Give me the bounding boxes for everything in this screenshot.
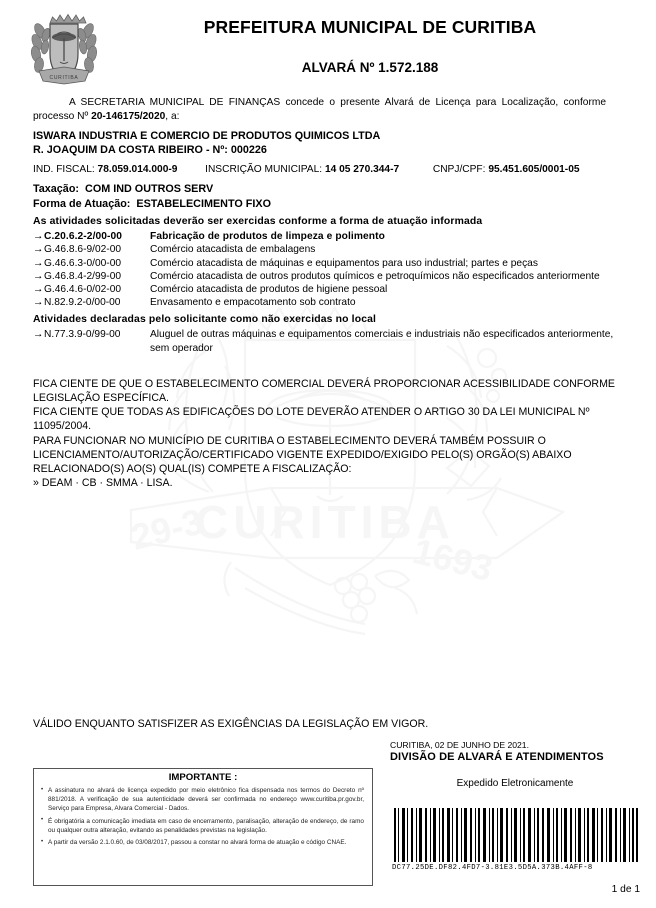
issuing-division: DIVISÃO DE ALVARÁ E ATENDIMENTOS — [390, 751, 604, 763]
not-performed-item — [0, 328, 656, 354]
arrow-icon: → — [33, 283, 44, 295]
svg-text:CURITIBA: CURITIBA — [49, 75, 79, 81]
activity-item — [0, 257, 656, 270]
activity-description: Envasamento e empacotamento sob contrato — [150, 297, 356, 309]
not-performed-heading: Atividades declaradas pelo solicitante como não exercidas no local — [33, 314, 377, 326]
activities-list — [0, 230, 656, 309]
notice-licensing: PARA FUNCIONAR NO MUNICÍPIO DE CURITIBA O ESTABELECIMENTO DEVERÁ TAMBÉM POSSUIR O LICENCIAMENTO/AUTORIZAÇÃO/CERTIFICADO VIGENTE EXPEDIDO/EXIGIDO PELO(S) ORGÃO(S) ABAIXO RELACIONADO(S) AO(S) QUAL(IS) COMPETE A FISCALIZAÇÃO: — [33, 434, 572, 476]
issued-electronically-note: Expedido Eletronicamente — [456, 778, 574, 789]
activity-code: G.46.8.4-2/99-00 — [44, 270, 122, 282]
alvara-number: ALVARÁ Nº 1.572.188 — [301, 60, 439, 75]
barcode-icon — [392, 808, 640, 862]
activity-item — [0, 283, 656, 296]
forma-atuacao-value: ESTABELECIMENTO FIXO — [136, 197, 271, 210]
important-item: • A partir da versão 2.1.0.60, de 03/08/2017, passou a constar no alvará forma de atuação e código CNAE. — [40, 838, 364, 847]
barcode-block — [392, 808, 640, 872]
activity-item — [0, 270, 656, 283]
identifiers-row — [0, 164, 656, 175]
document-body — [0, 96, 656, 490]
forma-atuacao-row — [33, 197, 656, 212]
inscricao-municipal-label: INSCRIÇÃO MUNICIPAL: — [205, 164, 323, 176]
intro-text-part2: , a: — [165, 110, 180, 122]
not-performed-description: Aluguel de outras máquinas e equipamentos comerciais e industriais não especificados anteriormente, sem operador — [150, 329, 614, 354]
activity-code: C.20.6.2-2/00-00 — [44, 231, 123, 243]
arrow-icon: → — [33, 328, 44, 341]
not-performed-code: N.77.3.9-0/99-00 — [44, 329, 121, 341]
process-number: 20-146175/2020 — [91, 110, 166, 122]
arrow-icon: → — [33, 230, 44, 243]
watermark-right-text: 1693 — [409, 529, 497, 590]
arrow-icon: → — [33, 269, 44, 282]
curitiba-coat-of-arms-icon — [27, 11, 101, 91]
cnpj-cpf-value: 95.451.605/0001-05 — [488, 164, 580, 176]
important-item: • A assinatura no alvará de licença expedido por meio eletrônico fica dispensada nos termos do Decreto nº 881/2018. A verificação de sua autenticidade deverá ser confirmada no endereço www.curitiba.pr.gov.br, Serviço para Empresa, Alvara Comercial - Dados. — [40, 786, 364, 814]
arrow-icon: → — [33, 243, 44, 256]
notices-block — [0, 377, 656, 491]
taxacao-value: COM IND OUTROS SERV — [85, 183, 214, 196]
ind-fiscal-label: IND. FISCAL: — [33, 164, 95, 176]
taxacao-label: Taxação: — [33, 183, 80, 196]
activity-code: N.82.9.2-0/00-00 — [44, 297, 121, 309]
notice-building-law: FICA CIENTE QUE TODAS AS EDIFICAÇÕES DO LOTE DEVERÃO ATENDER O ARTIGO 30 DA LEI MUNICIPAL Nº 11095/2004. — [33, 406, 590, 433]
entity-address: R. JOAQUIM DA COSTA RIBEIRO - Nº: 000226 — [33, 144, 267, 157]
important-item: • É obrigatória a comunicação imediata em caso de encerramento, paralisação, alteração de endereço, de ramo ou qualquer outra alteração, evitando as penalidades previstas na legislação. — [40, 817, 364, 835]
activity-item — [0, 243, 656, 256]
barcode-code-text: DC77.25DE.DF82.4FD7-3.81E3.5D5A.373B.4AFF-8 — [392, 864, 593, 872]
notice-agencies: » DEAM · CB · SMMA · LISA. — [33, 477, 173, 490]
taxation-block — [0, 182, 656, 211]
ind-fiscal-value: 78.059.014.000-9 — [97, 164, 178, 176]
entity-name: ISWARA INDUSTRIA E COMERCIO DE PRODUTOS QUIMICOS LTDA — [33, 130, 381, 143]
document-header — [0, 0, 656, 92]
activity-description: Comércio atacadista de máquinas e equipamentos para uso industrial; partes e peças — [150, 257, 538, 269]
activity-item — [0, 230, 656, 243]
notice-accessibility: FICA CIENTE DE QUE O ESTABELECIMENTO COMERCIAL DEVERÁ PROPORCIONAR ACESSIBILIDADE CONFORME LEGISLAÇÃO ESPECÍFICA. — [33, 377, 615, 405]
intro-paragraph — [0, 96, 656, 123]
inscricao-municipal-value: 14 05 270.344-7 — [324, 164, 400, 176]
forma-atuacao-label: Forma de Atuação: — [33, 197, 131, 210]
arrow-icon: → — [33, 296, 44, 309]
page-title: PREFEITURA MUNICIPAL DE CURITIBA — [203, 17, 537, 37]
watermark-left-text: 29-3 — [127, 500, 207, 558]
activity-description: Comércio atacadista de produtos de higiene pessoal — [150, 284, 388, 295]
entity-block — [0, 129, 656, 157]
activity-code: G.46.6.3-0/00-00 — [44, 257, 122, 269]
city-date: CURITIBA, 02 DE JUNHO DE 2021. — [390, 740, 529, 750]
activity-code: G.46.4.6-0/02-00 — [44, 284, 122, 295]
page-number: 1 de 1 — [611, 884, 640, 895]
important-title: IMPORTANTE : — [168, 772, 238, 783]
activity-code: G.46.8.6-9/02-00 — [44, 244, 122, 256]
important-notice-box — [33, 768, 373, 886]
activities-heading: As atividades solicitadas deverão ser exercidas conforme a forma de atuação informada — [33, 216, 483, 228]
activity-description: Fabricação de produtos de limpeza e polimento — [150, 231, 385, 243]
validity-statement: VÁLIDO ENQUANTO SATISFIZER AS EXIGÊNCIAS DA LEGISLAÇÃO EM VIGOR. — [33, 718, 429, 730]
important-items-list — [34, 786, 372, 847]
taxacao-row — [33, 182, 656, 197]
intro-text-part1: A SECRETARIA MUNICIPAL DE FINANÇAS concede o presente Alvará de Licença para Localização, conforme processo Nº — [33, 97, 606, 122]
activity-description: Comércio atacadista de embalagens — [150, 244, 316, 256]
activity-description: Comércio atacadista de outros produtos químicos e petroquímicos não especificados anteriormente — [150, 270, 600, 282]
watermark-banner-text: CURITIBA — [195, 496, 455, 548]
not-performed-list — [0, 328, 656, 354]
activity-item — [0, 296, 656, 309]
arrow-icon: → — [33, 256, 44, 269]
cnpj-cpf-label: CNPJ/CPF: — [432, 164, 486, 176]
